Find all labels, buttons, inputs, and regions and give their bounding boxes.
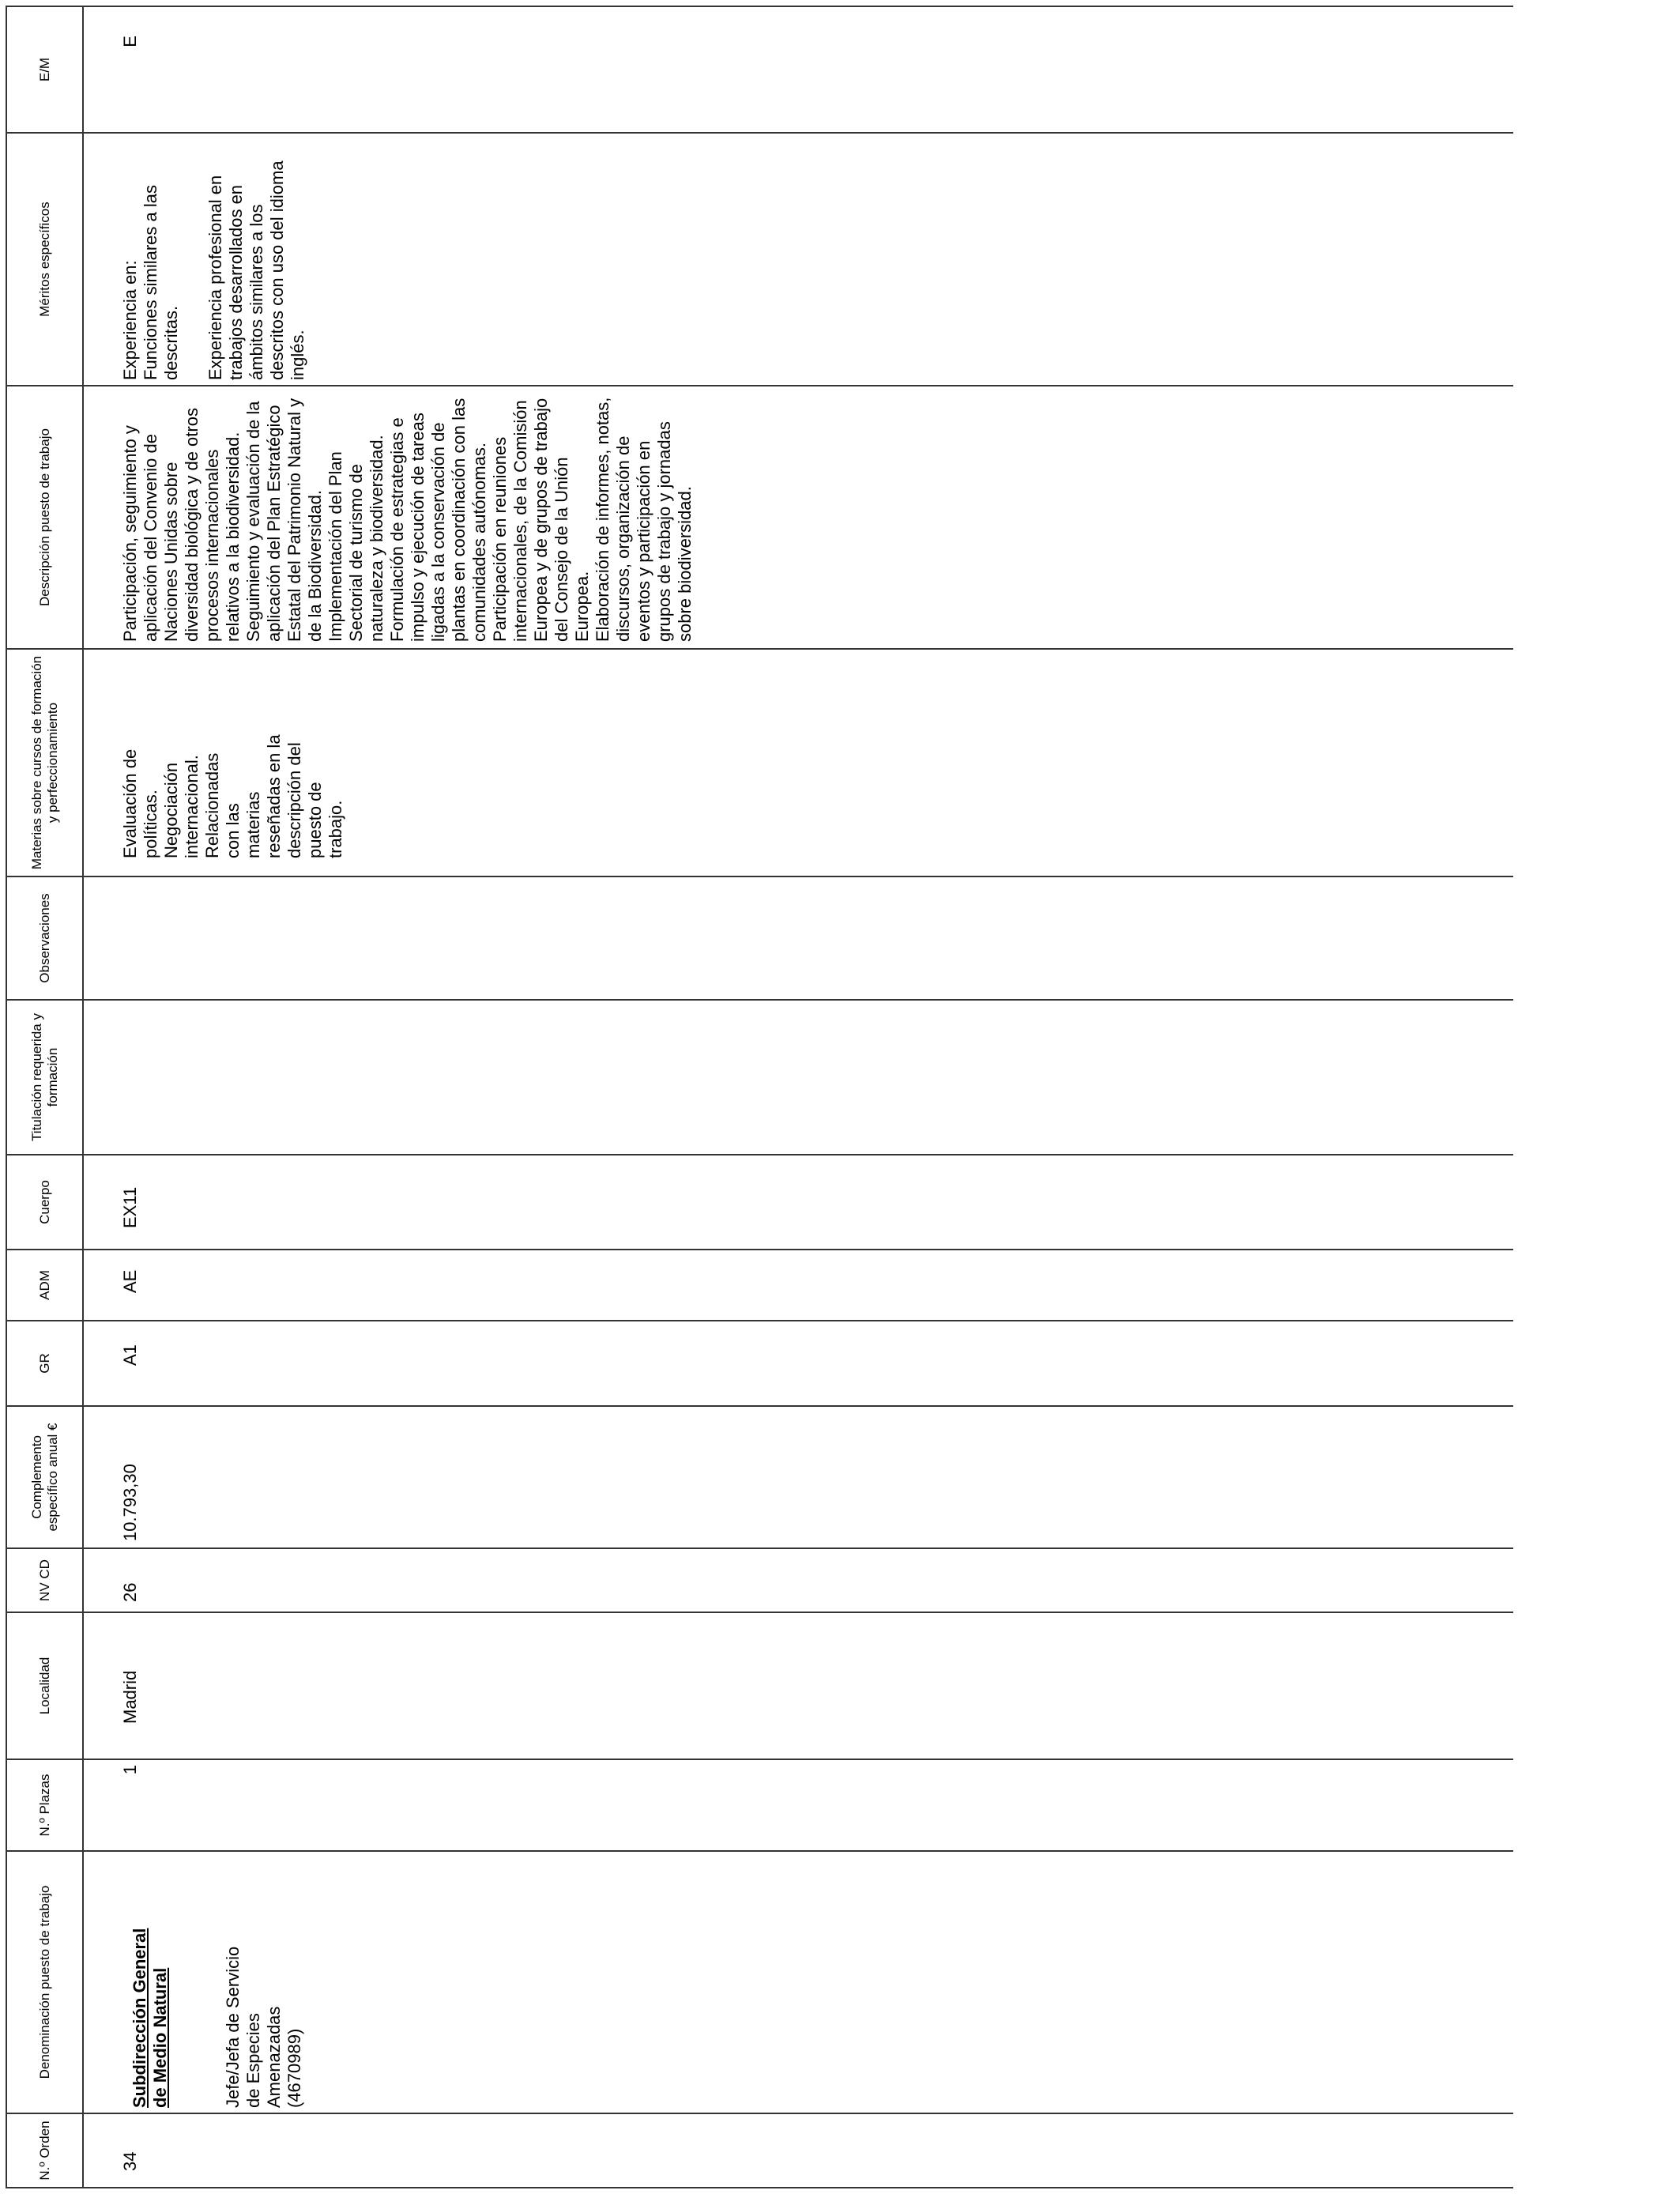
meritos-item: Funciones similares a las descritas. <box>141 185 181 380</box>
cell-meritos <box>83 133 1513 386</box>
cell-complemento <box>83 1406 1513 1548</box>
header-titulacion: Titulación requerida y formación <box>6 1000 83 1155</box>
complemento-value: 10.793,30 <box>120 1464 140 1541</box>
header-meritos: Méritos específicos <box>6 133 83 386</box>
header-em: E/M <box>6 6 83 133</box>
cell-plazas <box>83 1759 1513 1851</box>
header-orden: N.º Orden <box>6 2113 83 2188</box>
header-row <box>6 6 83 2188</box>
header-localidad: Localidad <box>6 1612 83 1759</box>
materias-list <box>120 729 346 876</box>
descripcion-item: Elaboración de informes, notas, discursos, organización de eventos y participación en grupos de trabajo y jornadas sobre biodiversidad. <box>593 397 695 642</box>
cell-observaciones <box>83 876 1513 1000</box>
orden-value: 34 <box>120 2151 140 2171</box>
header-cuerpo: Cuerpo <box>6 1155 83 1250</box>
cell-orden <box>83 2113 1513 2188</box>
denominacion-value: Jefe/Jefa de Servicio de Especies Amenazadas (4670989) <box>223 1946 304 2108</box>
cuerpo-value: EX11 <box>120 1186 140 1228</box>
materias-item: Negociación internacional. <box>161 755 202 858</box>
header-observaciones: Observaciones <box>6 876 83 1000</box>
cell-gr <box>83 1321 1513 1406</box>
header-adm: ADM <box>6 1250 83 1321</box>
table-row <box>83 6 1513 2188</box>
meritos-gap <box>182 143 205 380</box>
header-nvcd: NV CD <box>6 1548 83 1612</box>
cell-materias <box>83 649 1513 876</box>
descripcion-item: Implementación del Plan Sectorial de turismo de naturaleza y biodiversidad. <box>326 435 386 642</box>
descripcion-item: Participación, seguimiento y aplicación del Convenio de Naciones Unidas sobre diversidad biológica y de otros procesos internacionales relativos a la biodiversidad. <box>120 408 243 642</box>
meritos-item: Experiencia en: <box>120 260 140 380</box>
cell-em <box>83 6 1513 133</box>
descripcion-item: Formulación de estrategias e impulso y ejecución de tareas ligadas a la conservación de plantas en coordinación con las comunidades autónomas. <box>387 398 489 642</box>
descripcion-item: Participación en reuniones internacionales, de la Comisión Europea y de grupos de trabajo del Consejo de la Unión Europea. <box>490 398 592 642</box>
header-denominacion: Denominación puesto de trabajo <box>6 1851 83 2113</box>
cell-nvcd <box>83 1548 1513 1612</box>
section-title: Subdirección General de Medio Natural <box>130 1928 170 2108</box>
header-gr: GR <box>6 1321 83 1406</box>
gr-value: A1 <box>120 1344 140 1366</box>
header-materias: Materias sobre cursos de formación y perfeccionamiento <box>6 649 83 876</box>
em-value: E <box>120 36 140 47</box>
meritos-list <box>120 140 308 385</box>
localidad-value: Madrid <box>120 1670 140 1724</box>
cell-localidad <box>83 1612 1513 1759</box>
cell-denominacion <box>83 1851 1513 2113</box>
materias-item: Evaluación de políticas. <box>120 748 160 858</box>
cell-descripcion <box>83 386 1513 649</box>
header-plazas: N.º Plazas <box>6 1759 83 1851</box>
materias-item: Relacionadas con las materias reseñadas en la descripción del puesto de trabajo. <box>202 734 345 858</box>
meritos-item: Experiencia profesional en trabajos desarrollados en ámbitos similares a los descritos con uso del idioma inglés. <box>205 160 307 380</box>
cell-titulacion <box>83 1000 1513 1155</box>
header-descripcion: Descripción puesto de trabajo <box>6 386 83 649</box>
positions-table <box>6 6 1513 2188</box>
header-complemento: Complemento específico anual € <box>6 1406 83 1548</box>
adm-value: AE <box>120 1269 140 1293</box>
descripcion-item: Seguimiento y evaluación de la aplicación del Plan Estratégico Estatal del Patrimonio Natural y de la Biodiversidad. <box>243 398 325 642</box>
cell-cuerpo <box>83 1155 1513 1250</box>
descripcion-list <box>120 387 695 648</box>
nvcd-value: 26 <box>120 1582 140 1602</box>
plazas-value: 1 <box>120 1765 140 1775</box>
cell-adm <box>83 1250 1513 1321</box>
